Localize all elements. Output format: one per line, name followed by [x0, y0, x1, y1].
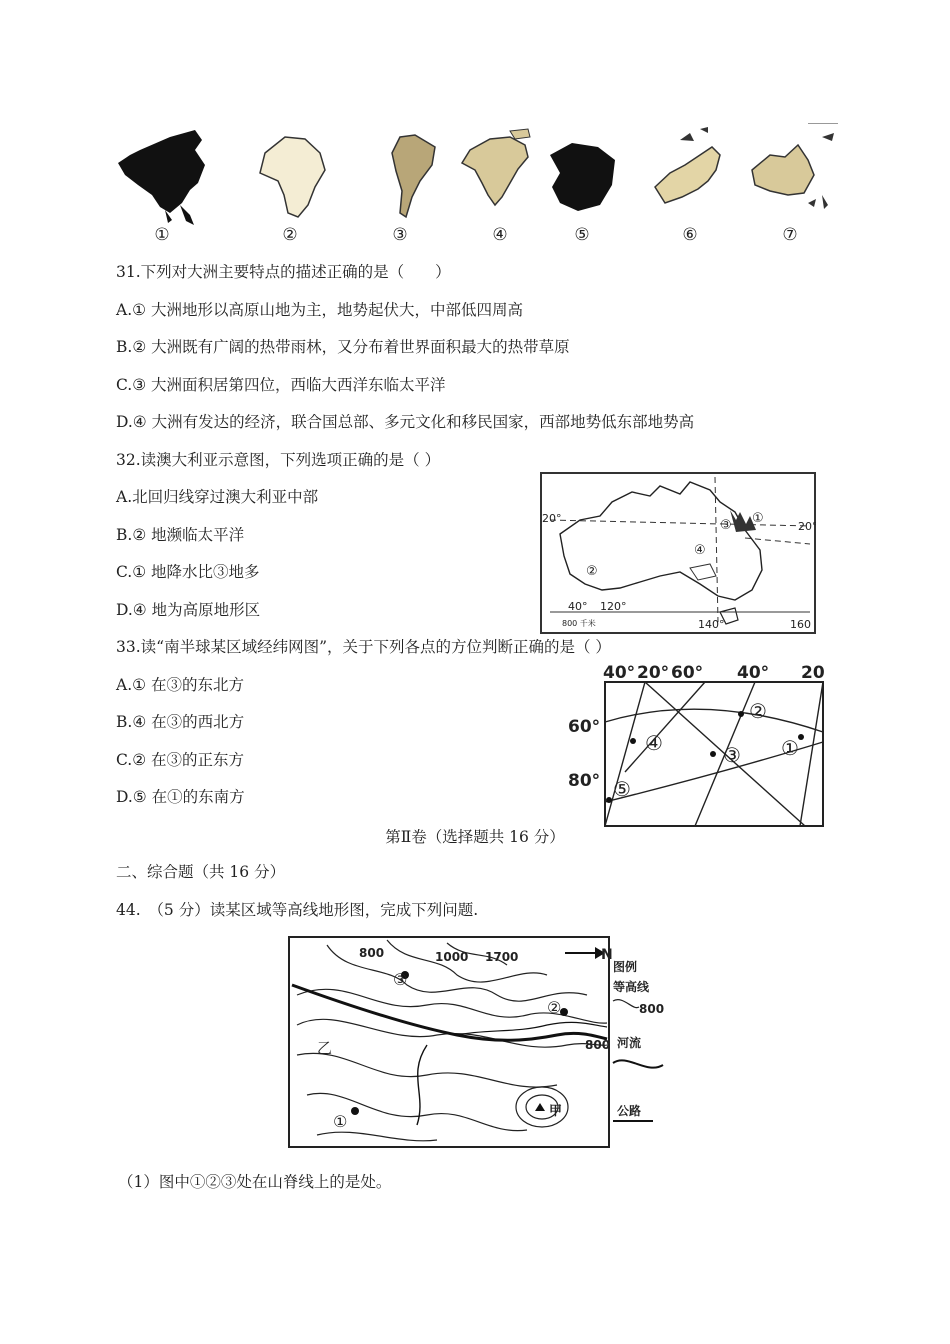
continents-figure	[110, 125, 840, 250]
aus-lat-left: 20°	[542, 512, 562, 525]
contour-label-800b: 800	[585, 1038, 611, 1052]
grid-left-1: 60°	[568, 717, 601, 737]
grid-point-4: ④	[645, 731, 663, 755]
aus-scale: 800 千米	[562, 619, 596, 628]
q31-option-b: B.② 大洲既有广阔的热带雨林，又分布着世界面积最大的热带草原	[116, 338, 570, 356]
grid-top-5: 20	[801, 663, 825, 683]
aus-lon-left: 40°	[568, 600, 588, 613]
north-america-shape	[462, 137, 528, 205]
grid-point-3: ③	[723, 743, 741, 767]
contour-label-800: 800	[359, 946, 385, 960]
q31-option-c: C.③ 大洲面积居第四位，西临大西洋东临太平洋	[116, 376, 446, 394]
legend-river: 河流	[617, 1036, 642, 1050]
q32-option-c: C.① 地降水比③地多	[116, 563, 260, 581]
aus-point-3: ③	[720, 518, 732, 533]
q33-option-a: A.① 在③的东北方	[116, 676, 244, 694]
aus-point-4: ④	[694, 543, 706, 558]
australia-map	[540, 472, 816, 634]
grid-top-3: 60°	[671, 663, 704, 683]
q32-stem: 32.读澳大利亚示意图，下列选项正确的是（ ）	[116, 451, 441, 469]
q33-option-d: D.⑤ 在①的东南方	[116, 788, 245, 806]
grid-point-2: ②	[749, 699, 767, 723]
asia-shape	[118, 130, 205, 213]
grid-top-4: 40°	[737, 663, 770, 683]
grid-point-1: ①	[781, 736, 799, 760]
q33-option-b: B.④ 在③的西北方	[116, 713, 245, 731]
contour-label-1700: 1700	[485, 950, 519, 964]
contour-label-1000: 1000	[435, 950, 469, 964]
q33-option-c: C.② 在③的正东方	[116, 751, 245, 769]
grid-point-5: ⑤	[613, 777, 631, 801]
grid-top-2: 20°	[637, 663, 670, 683]
continent-label-5: ⑤	[574, 225, 590, 245]
legend-contour: 等高线	[613, 980, 650, 994]
legend-contour-value: 800	[639, 1002, 665, 1016]
aus-point-2: ②	[586, 564, 598, 579]
legend-title: 图例	[613, 960, 638, 974]
section-title: 第Ⅱ卷（选择题共 16 分）	[385, 828, 565, 846]
continent-label-2: ②	[282, 225, 298, 245]
antarctica-shape	[550, 143, 615, 211]
top-rule	[808, 123, 838, 124]
q44-sub1: （1）图中①②③处在山脊线上的是处。	[118, 1173, 392, 1191]
contour-point-2: ②	[547, 998, 562, 1017]
continent-label-3: ③	[392, 225, 408, 245]
latlon-grid-map	[565, 662, 830, 830]
grid-left-2: 80°	[568, 771, 601, 791]
q44-stem: 44. （5 分）读某区域等高线地形图，完成下列问题.	[116, 901, 479, 919]
q32-option-b: B.② 地濒临太平洋	[116, 526, 245, 544]
legend-road: 公路	[617, 1104, 642, 1118]
continent-label-4: ④	[492, 225, 508, 245]
aus-lon-right: 140°	[698, 618, 725, 631]
aus-lon-far: 160	[790, 618, 811, 631]
contour-map	[287, 935, 669, 1151]
aus-point-1: ①	[752, 511, 764, 526]
continent-label-6: ⑥	[682, 225, 698, 245]
continent-label-7: ⑦	[782, 225, 798, 245]
contour-point-1: ①	[333, 1112, 348, 1131]
village-label: 乙	[317, 1039, 333, 1057]
q32-option-d: D.④ 地为高原地形区	[116, 601, 261, 619]
north-label: N	[601, 947, 613, 963]
peak-label: 甲	[549, 1104, 563, 1119]
q32-option-a: A.北回归线穿过澳大利亚中部	[116, 488, 319, 506]
q31-option-d: D.④ 大洲有发达的经济，联合国总部、多元文化和移民国家，西部地势低东部地势高	[116, 413, 695, 431]
south-america-shape	[392, 135, 435, 217]
contour-point-3: ③	[393, 970, 408, 989]
europe-shape	[655, 147, 720, 203]
continent-label-1: ①	[154, 225, 170, 245]
q33-stem: 33.读“南半球某区域经纬网图”，关于下列各点的方位判断正确的是（ ）	[116, 638, 611, 656]
grid-top-1: 40°	[603, 663, 636, 683]
oceania-shape	[752, 145, 814, 195]
q31-option-a: A.① 大洲地形以高原山地为主，地势起伏大，中部低四周高	[116, 301, 523, 319]
africa-shape	[260, 137, 325, 217]
aus-lat-right: 20°	[798, 520, 816, 533]
q31-stem: 31.下列对大洲主要特点的描述正确的是（ ）	[116, 263, 451, 281]
part2-heading: 二、综合题（共 16 分）	[116, 863, 286, 881]
aus-lon-mid: 120°	[600, 600, 627, 613]
